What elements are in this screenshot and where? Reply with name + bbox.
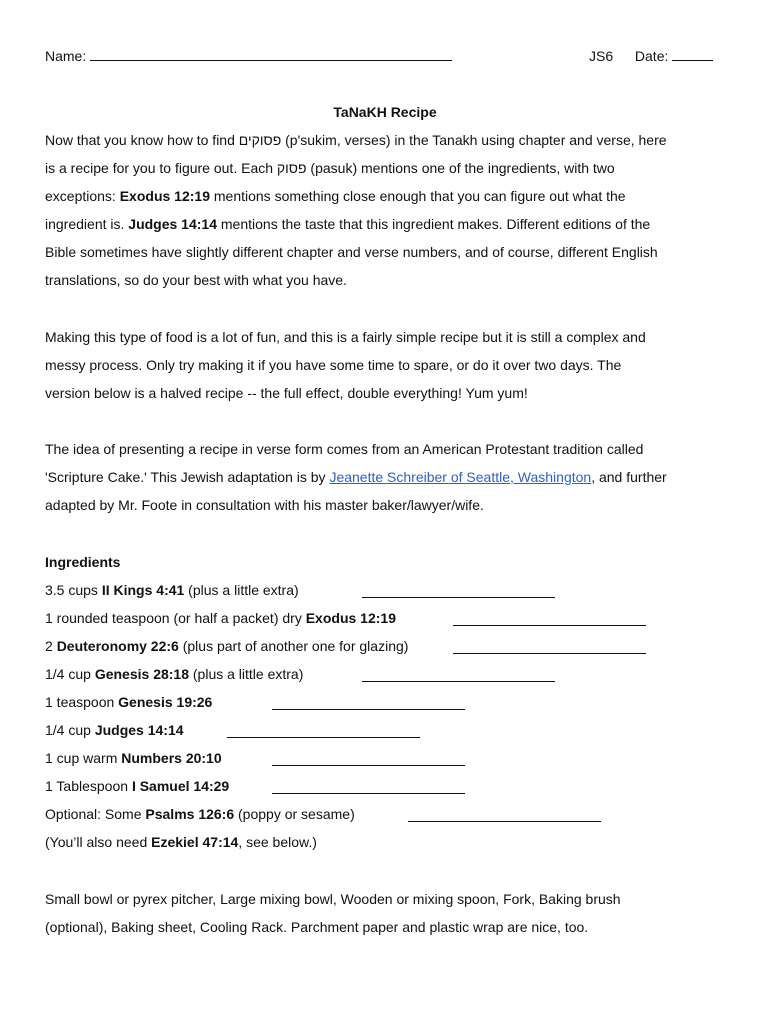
intro-line-1: Now that you know how to find פסוקים (p'sukim, verses) in the Tanakh using chapter and verse, here [45,132,667,148]
ingredient-row: 1/4 cup Judges 14:14 [45,722,184,738]
ingredient-row: 3.5 cups II Kings 4:41 (plus a little extra) [45,582,299,598]
para2-line-1: Making this type of food is a lot of fun, and this is a fairly simple recipe but it is still a complex and [45,329,646,345]
ingredient-row: 1 Tablespoon I Samuel 14:29 [45,778,230,794]
answer-blank[interactable] [362,669,555,682]
date-label: Date: [634,48,669,64]
ingredient-note: (You’ll also need Ezekiel 47:14, see below.) [45,834,317,850]
ingredients-heading: Ingredients [45,554,121,570]
para2-line-3: version below is a halved recipe -- the full effect, double everything! Yum yum! [45,385,528,401]
date-blank[interactable] [672,48,713,61]
intro-line-6: translations, so do your best with what you have. [45,272,347,288]
class-code: JS6 [589,48,614,64]
intro-line-3: exceptions: Exodus 12:19 mentions something close enough that you can figure out what the [45,188,626,204]
para3-line-2: 'Scripture Cake.' This Jewish adaptation is by Jeanette Schreiber of Seattle, Washington, and further [45,469,667,485]
verse-ref: Exodus 12:19 [119,188,210,204]
answer-blank[interactable] [272,697,465,710]
name-blank[interactable] [90,48,452,61]
intro-line-4: ingredient is. Judges 14:14 mentions the taste that this ingredient makes. Different editions of the [45,216,651,232]
hebrew-pasuk: פסוק [276,160,307,176]
answer-blank[interactable] [272,781,465,794]
answer-blank[interactable] [453,641,646,654]
equipment-line-1: Small bowl or pyrex pitcher, Large mixing bowl, Wooden or mixing spoon, Fork, Baking brush [45,891,621,907]
answer-blank[interactable] [227,725,420,738]
page-title: TaNaKH Recipe [333,104,437,120]
name-row [45,47,452,65]
ingredient-row: Optional: Some Psalms 126:6 (poppy or sesame) [45,806,355,822]
answer-blank[interactable] [272,753,465,766]
intro-line-5: Bible sometimes have slightly different chapter and verse numbers, and of course, different English [45,244,658,260]
answer-blank[interactable] [453,613,646,626]
ingredient-row: 1 teaspoon Genesis 19:26 [45,694,213,710]
verse-ref: Judges 14:14 [128,216,217,232]
ingredient-row: 1 rounded teaspoon (or half a packet) dry Exodus 12:19 [45,610,396,626]
ingredient-row: 1 cup warm Numbers 20:10 [45,750,222,766]
ingredient-row: 1/4 cup Genesis 28:18 (plus a little extra) [45,666,304,682]
para3-line-3: adapted by Mr. Foote in consultation with his master baker/lawyer/wife. [45,497,484,513]
intro-line-2: is a recipe for you to figure out. Each פסוק (pasuk) mentions one of the ingredients, with two [45,160,615,176]
para3-line-1: The idea of presenting a recipe in verse form comes from an American Protestant tradition called [45,441,644,457]
date-row [589,47,713,65]
para2-line-2: messy process. Only try making it if you have some time to spare, or do it over two days. The [45,357,622,373]
name-label: Name: [45,48,87,64]
equipment-line-2: (optional), Baking sheet, Cooling Rack. Parchment paper and plastic wrap are nice, too. [45,919,589,935]
answer-blank[interactable] [408,809,601,822]
schreiber-link[interactable]: Jeanette Schreiber of Seattle, Washington [329,469,592,485]
answer-blank[interactable] [362,585,555,598]
ingredient-row: 2 Deuteronomy 22:6 (plus part of another one for glazing) [45,638,409,654]
hebrew-psukim: פסוקים [238,132,282,148]
